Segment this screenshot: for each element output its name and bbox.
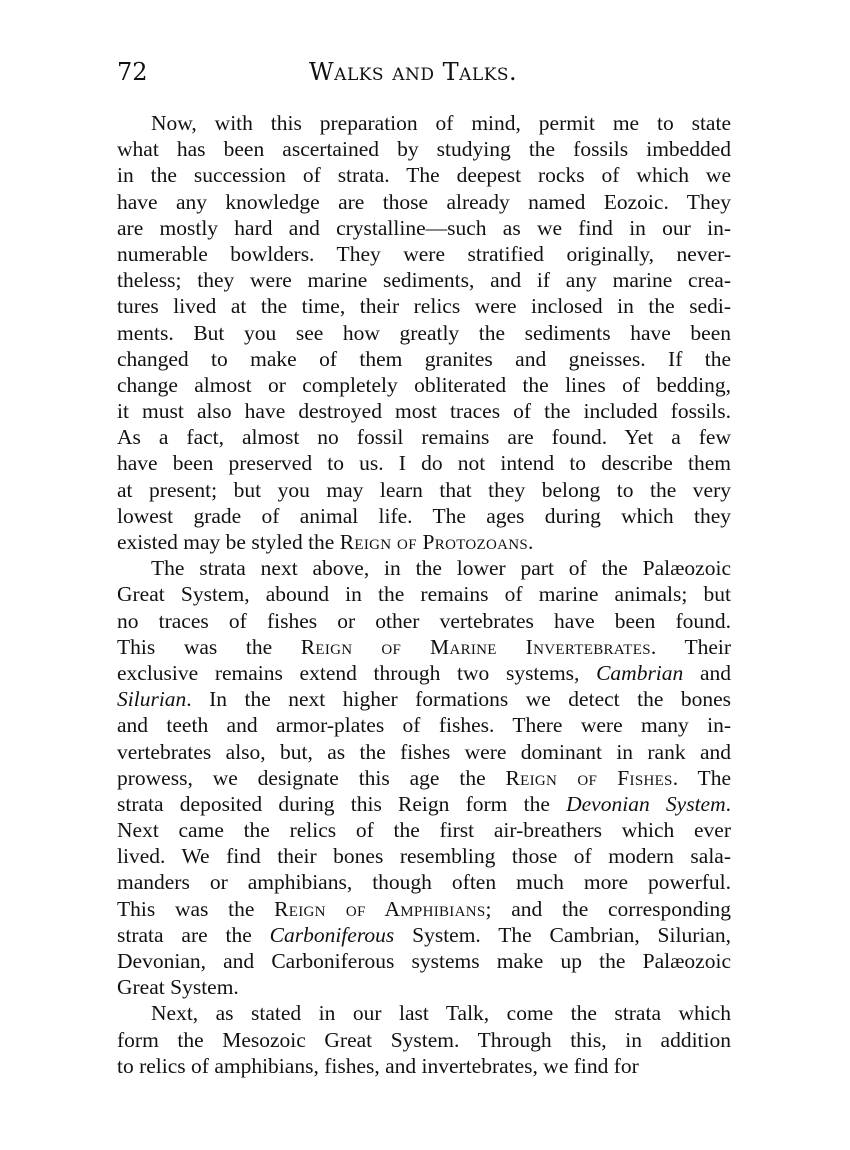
text-segment: existed may be styled the [117,530,340,554]
text-line [117,869,731,895]
text-line [117,843,731,869]
text-line [117,896,731,922]
text-segment: System. The Cambrian, Silurian, [394,922,731,947]
text-segment: at present; but you may learn that they belong to the very [117,477,731,502]
text-segment: tures lived at the time, their relics were inclosed in the sedi- [117,294,731,319]
text-segment: and [683,660,731,685]
text-line [117,660,731,686]
text-segment: Next, as stated in our last Talk, come the strata which [151,1001,731,1026]
text-line [117,1000,731,1026]
text-line [117,372,731,398]
text-segment: vertebrates also, but, as the fishes were dominant in rank and [117,739,731,764]
text-segment: . [528,530,534,554]
paragraph [117,555,731,1000]
text-line [117,608,731,634]
text-line [117,634,731,660]
text-line [117,267,731,293]
text-segment: . In the next higher formations we detect the bones [186,687,731,712]
text-line [117,136,731,162]
text-segment: Great System. [117,975,239,1000]
text-segment: changed to make of them granites and gneisses. If the [117,346,731,371]
text-line [117,189,731,215]
text-segment: no traces of fishes or other vertebrates have been found. [117,608,731,633]
text-line [117,974,731,1000]
text-segment: in the succession of strata. The deepest rocks of which we [117,163,731,188]
text-line [117,477,731,503]
text-segment: . The [672,765,731,790]
italic-text: Carboniferous [269,922,395,947]
text-line [117,110,731,136]
body-text [117,110,731,1079]
paragraph [117,110,731,555]
text-line [117,765,731,791]
text-segment: Now, with this preparation of mind, permit me to state [151,111,731,135]
text-segment: have been preserved to us. I do not intend to describe them [117,451,731,476]
text-line [117,424,731,450]
text-segment: and teeth and armor-plates of fishes. There were many in- [117,713,731,738]
paragraph [117,1000,731,1079]
text-line [117,686,731,712]
text-line [117,922,731,948]
text-segment: ; and the corresponding [485,896,731,921]
text-line [117,215,731,241]
text-segment: The strata next above, in the lower part of the Palæozoic [151,556,731,581]
text-segment: lived. We find their bones resembling those of modern sala- [117,844,731,869]
text-segment: numerable bowlders. They were stratified originally, never- [117,241,731,266]
text-segment: prowess, we designate this age the [117,765,506,790]
text-line [117,503,731,529]
text-line [117,346,731,372]
text-segment: Great System, abound in the remains of marine animals; but [117,582,731,607]
text-segment: have any knowledge are those already named Eozoic. They [117,189,731,214]
text-segment: This was the [117,896,275,921]
small-caps-text: Reign of Amphibians [274,896,486,921]
text-segment: what has been ascertained by studying the fossils imbedded [117,137,731,162]
text-segment: exclusive remains extend through two systems, [117,660,597,685]
page-header [117,58,731,94]
small-caps-text: Reign of Marine Invertebrates [300,634,651,659]
text-segment: This was the [117,634,301,659]
text-segment: manders or amphibians, though often much more powerful. [117,870,731,895]
text-line [117,450,731,476]
text-line [117,529,731,555]
text-segment: . [725,791,731,816]
text-line [117,817,731,843]
text-segment: Devonian, and Carboniferous systems make up the Palæozoic [117,949,731,973]
text-line [117,712,731,738]
text-line [117,162,731,188]
running-head: Walks and Talks. [309,58,518,86]
text-segment: Next came the relics of the first air-breathers which ever [117,818,731,843]
text-line [117,241,731,267]
text-segment: strata deposited during this Reign form the [117,791,567,816]
text-segment: theless; they were marine sediments, and if any marine crea- [117,268,731,293]
italic-text: Devonian System [566,791,726,816]
text-line [117,948,731,974]
page-number: 72 [117,58,148,86]
text-line [117,581,731,607]
text-line [117,1053,731,1079]
text-line [117,1027,731,1053]
text-segment: strata are the [117,922,270,947]
text-line [117,791,731,817]
text-line [117,739,731,765]
text-segment: ments. But you see how greatly the sediments have been [117,320,731,345]
italic-text: Silurian [117,687,187,712]
text-line [117,320,731,346]
text-line [117,555,731,581]
text-segment: to relics of amphibians, fishes, and invertebrates, we find for [117,1053,639,1078]
text-line [117,398,731,424]
text-segment: it must also have destroyed most traces of the included fossils. [117,399,731,424]
text-segment: lowest grade of animal life. The ages during which they [117,503,731,528]
text-segment: are mostly hard and crystalline—such as we find in our in- [117,215,731,240]
small-caps-text: Reign of Protozoans [339,530,529,554]
text-line [117,293,731,319]
small-caps-text: Reign of Fishes [505,765,673,790]
text-segment: As a fact, almost no fossil remains are found. Yet a few [117,425,731,450]
text-segment: . Their [650,634,731,659]
text-segment: change almost or completely obliterated the lines of bedding, [117,372,731,397]
italic-text: Cambrian [596,660,684,685]
text-segment: form the Mesozoic Great System. Through this, in addition [117,1027,731,1052]
